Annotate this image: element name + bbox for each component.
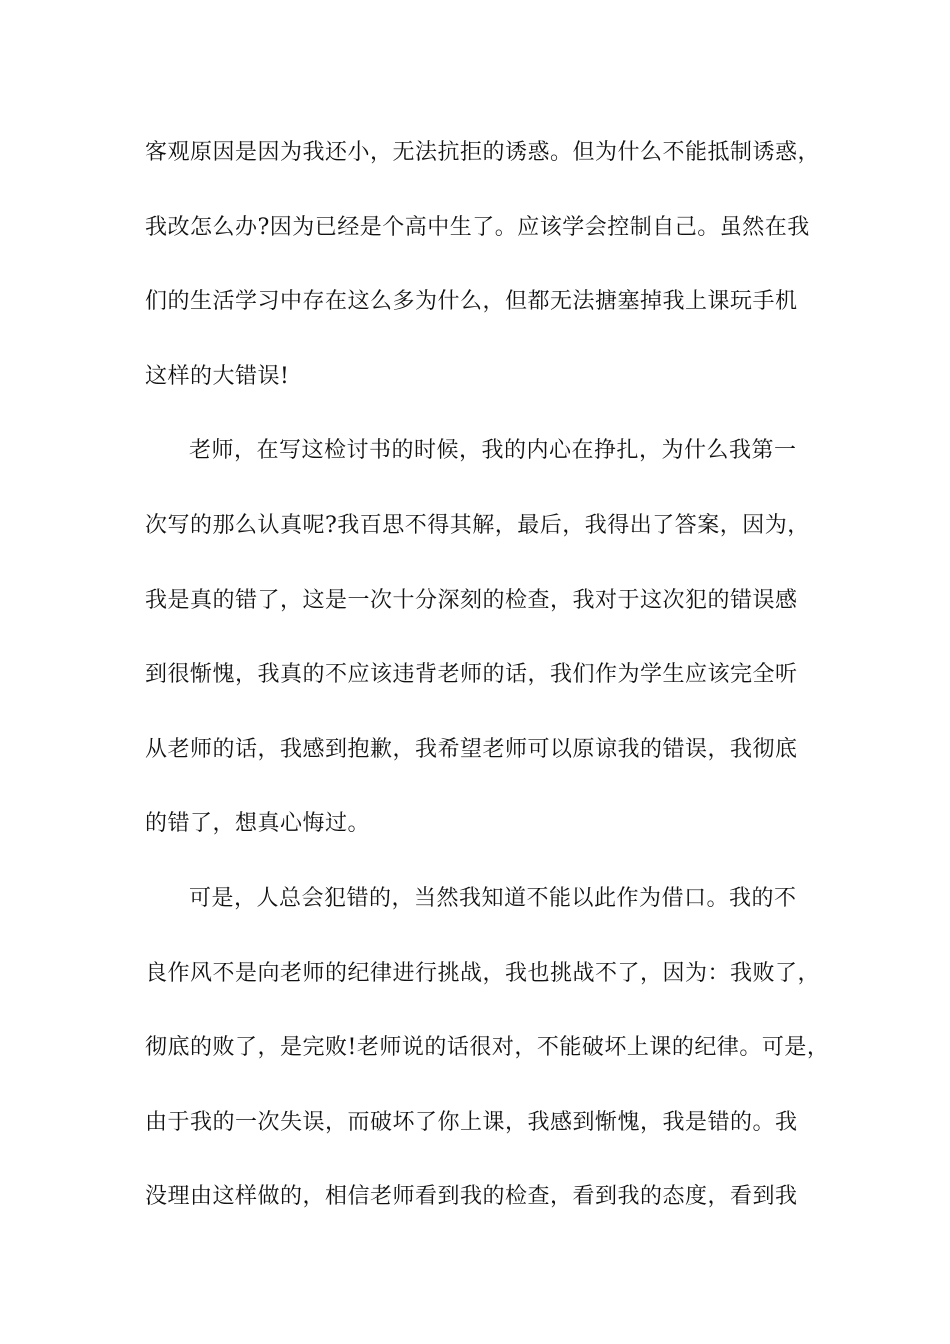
text-line: 由于我的一次失误，而破坏了你上课，我感到惭愧，我是错的。我	[145, 1109, 798, 1135]
text-line: 从老师的话，我感到抱歉，我希望老师可以原谅我的错误，我彻底	[145, 736, 798, 762]
text-line: 到很惭愧，我真的不应该违背老师的话，我们作为学生应该完全听	[145, 662, 798, 688]
text-line: 们的生活学习中存在这么多为什么，但都无法搪塞掉我上课玩手机	[145, 289, 798, 315]
text-line: 没理由这样做的，相信老师看到我的检查，看到我的态度，看到我	[145, 1184, 798, 1210]
text-line: 客观原因是因为我还小，无法抗拒的诱惑。但为什么不能抵制诱惑，	[145, 140, 821, 165]
text-line: 我改怎么办?因为已经是个高中生了。应该学会控制自己。虽然在我	[145, 214, 810, 240]
text-line: 彻底的败了，是完败!老师说的话很对，不能破坏上课的纪律。可是，	[145, 1035, 830, 1061]
text-line: 良作风不是向老师的纪律进行挑战，我也挑战不了，因为：我败了，	[145, 960, 821, 986]
text-line: 次写的那么认真呢?我百思不得其解，最后，我得出了答案，因为，	[145, 512, 810, 538]
body-text	[145, 128, 835, 1247]
text-line: 的错了，想真心悔过。	[145, 811, 371, 837]
text-line: 这样的大错误!	[145, 363, 290, 389]
paragraph-start-line: 可是，人总会犯错的，当然我知道不能以此作为借口。我的不	[189, 885, 797, 911]
text-line: 我是真的错了，这是一次十分深刻的检查，我对于这次犯的错误感	[145, 587, 798, 613]
paragraph-start-line: 老师，在写这检讨书的时候，我的内心在挣扎，为什么我第一	[189, 438, 797, 464]
